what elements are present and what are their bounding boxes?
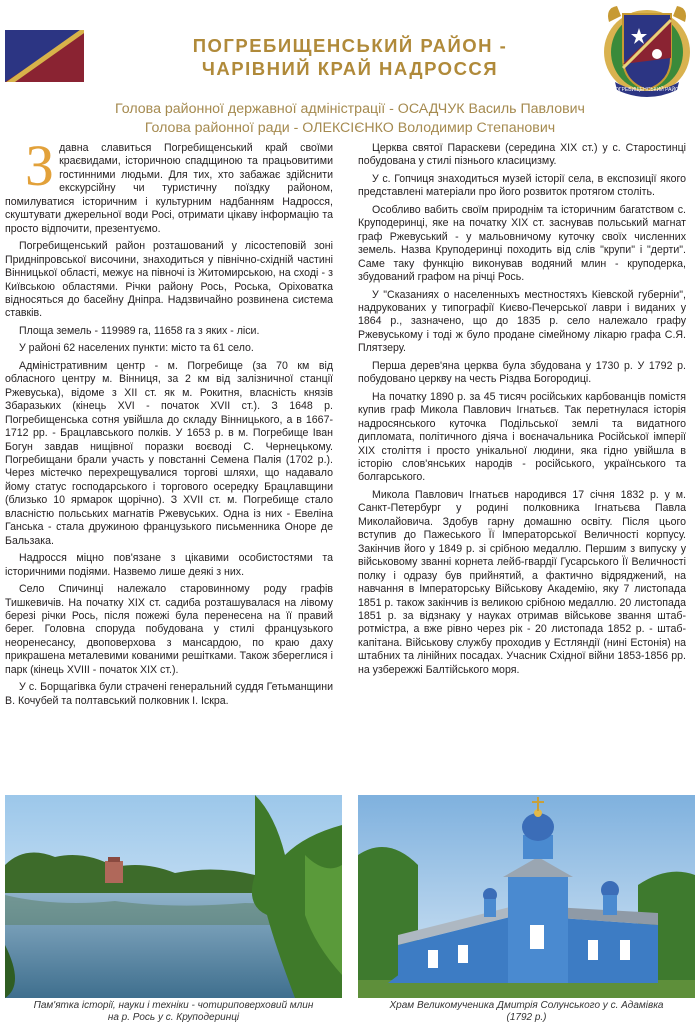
dropcap-letter: З [25,133,55,198]
emblem-text: ПОГРЕБИЩЕНСЬКИЙ РАЙОН [611,87,683,93]
church-photo-caption [358,1000,695,1024]
paragraph: У "Сказаниях о населенныхъ местностяхъ Кіевской губерніи", надрукованих у типографії Києво-Печерської лаври і виданих у 1864 р., зазначено, що до 1835 р. село належало графу Ржевуському і тоді ж було продане сімейному лікарю графа С.Я. Плятзеру. [358,288,686,355]
paragraph: Церква святої Параскеви (середина XIX ст.) у с. Старостинці побудована у стилі пізнього класицизму. [358,142,686,168]
paragraph: На початку 1890 р. за 45 тисяч російських карбованців помістя купив граф Микола Павлович Ігнатьєв. Так перетнулася історія надросянського куточка Подільської землі та видатного дипломата, політичного діяча і воєначальника Російської імперії XIX століття і просто унікальної людини, яка гідно увійшла в історію слов'янських народів - російського, українського та болгарського. [358,390,686,484]
paragraph: Площа земель - 119989 га, 11658 га з яких - ліси. [19,324,260,337]
caption-line: на р. Рось у с. Круподеринці [107,1012,240,1023]
caption-line: (1792 р.) [506,1012,547,1023]
paragraph: Перша дерев'яна церква була збудована у 1730 р. У 1792 р. побудовано церкву на честь Різдва Богородиці. [358,359,686,386]
paragraph: У с. Гопчиця знаходиться музей історії села, в експозиції якого представлені матеріали про його розвиток протягом століть. [358,172,686,199]
paragraph: Особливо вабить своїм природнім та історичним багатством с. Круподеринці, яке на початку XIX ст. заснував польський магнат граф Ржевуський - у мальовничому куточку своїх численних земель. Назва Круподеринці походить від слів "крупи" і "дерти". Саме таку функцію виконував водяний млин - круподерка, збудований графом на річці Рось. [358,203,686,284]
paragraph: Погребищенський район розташований у лісостеповій зоні Придніпровської височини, знаходиться у північно-східній частині Вінницької області, межує на півночі із Житомирською, на сході - з Київською областями. Річки району Рось, Роська, Оріховатка відносяться до басейну Дніпра. Надзвичайно розвинена система ставків. [5,240,333,320]
district-flag-icon [5,30,84,82]
caption-line: Пам'ятка історії, науки і техніки - чотириповерховий млин [33,1000,314,1011]
right-text-column [358,142,686,681]
mill-photo [5,795,342,998]
title-line-1: ПОГРЕБИЩЕНСЬКИЙ РАЙОН - [192,35,508,56]
paragraph [5,133,333,236]
coat-of-arms-icon [601,4,693,100]
paragraph: Село Спичинці належало старовинному роду графів Тишкевичів. На початку XIX ст. садиба розташувалася на лівому березі річки Рось, після пожежі була перенесена на її правий берег. Головна споруда побудована у стилі французького неоренесансу, двоповерхова з мансардою, по краю даху прикрашена металевими кованими решітками. Також збереглися і парк (кінець XVIII - початок XIX ст.). [5,583,333,676]
paragraph-text: давна славиться Погребищенський край своїми краєвидами, історичною спадщиною та працьовитими гостинними людьми. Для тих, хто забажає здійснити екскурсійну чи туристичну поїздку районом, помилуватися історичним і культурним надбанням Надросся, скуштувати джерельної води Росі, отримати цікаву інформацію та просто відпочити, презентуємо. [5,142,333,235]
paragraph: Адміністративним центр - м. Погребище (за 70 км від обласного центру м. Вінниця, за 2 км від залізничної станції Ржевуська), відоме з XII ст. як м. Рокитня, власність князів Збаразьких (кінець XVI - початок XVII ст.). З 1648 р. Погребищенська сотня увійшла до складу Вінницького, а в 1667-1712 рр. - Брацлавського полків. У 1653 р. в м. Погребище Іван Богун завдав нищівної поразки воєводі С. Чернецькому. Погребищани брали участь у повстанні Семена Палія (1702 р.). Через містечко перехрещувалися торгові шляхи, що надавало йому статус господарського і торгового осередку Брацлавщини (близько 10 ярмарок щорічно). З XVII ст. м. Погребище стало власністю польських магнатів Ржевуських. Одна із них - Евеліна Ганська - стала дружиною французького письменника Оноре де Бальзака. [5,359,333,547]
left-text-column [5,133,333,712]
mill-photo-caption [5,1000,342,1024]
caption-line: Храм Великомученика Дмитрія Солунського у с. Адамівка [389,1000,664,1011]
church-photo [358,795,695,998]
official-head-administration: Голова районної державної адміністрації - ОСАДЧУК Василь Павлович [115,101,585,117]
officials-block [40,100,660,138]
page-title [120,34,580,80]
official-head-council: Голова районної ради - ОЛЕКСІЄНКО Володимир Степанович [144,120,556,136]
paragraph: У с. Борщагівка були страчені генеральний суддя Гетьманщини В. Кочубей та полтавський полковник І. Іскра. [5,681,333,707]
paragraph: У районі 62 населених пункти: місто та 61 село. [19,342,254,355]
paragraph: Микола Павлович Ігнатьєв народився 17 січня 1832 р. у м. Санкт-Петербург у родині полковника Ігнатьєва Павла Миколайовича. Здобув гарну домашню освіту. Після цього вступив до Пажеського Її Імператорської Величності корпусу. Закінчив його у 1849 р. зі срібною медаллю. Першим з випуску у військовому званні корнета лейб-гвардії Гусарського Її Величності полку і одразу був прийнятий, а фактично відряджений, на навчання в Імператорську Військову Академію, яку 7 листопада 1851 р. також закінчив із великою срібною медаллю. 20 листопада 1851 р. за відзнаку у науках отримав військове звання штаб-ротмістра, а вже рівно через рік - 20 листопада 1852 р. - штаб-капітана. Військову службу проходив у Естляндії (нині Естонія) на штабних та лінійних посадах. Учасник Східної війни 1853-1856 рр. на узбережжі Балтійського моря. [358,488,686,676]
paragraph: Надросся міцно пов'язане з цікавими особистостями та історичними подіями. Назвемо лише деякі з них. [5,552,333,578]
title-line-2: ЧАРІВНИЙ КРАЙ НАДРОССЯ [201,58,499,79]
